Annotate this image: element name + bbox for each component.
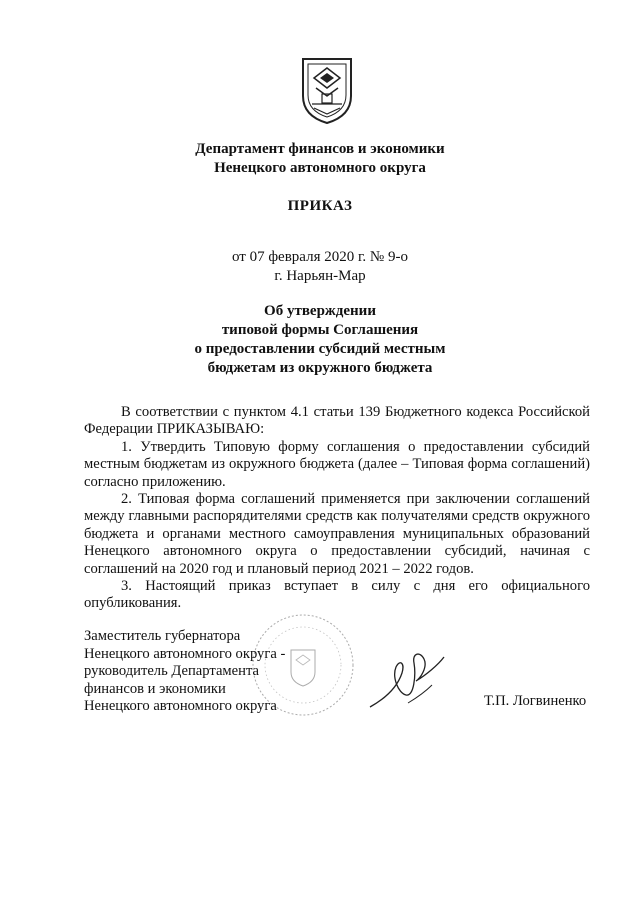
date-block [0, 248, 640, 286]
handwritten-signature [368, 645, 452, 715]
subject-line-3: о предоставлении субсидий местным [194, 341, 446, 357]
signatory-line-2: Ненецкого автономного округа - [84, 645, 286, 662]
signatory-line-3: руководитель Департамента [84, 663, 259, 680]
body-paragraph-2: 1. Утвердить Типовую форму соглашения о предоставлении субсидий местным бюджетам из окружного бюджета (далее – Типовая форма соглашений) согласно приложению. [84, 438, 590, 490]
department-title [0, 140, 640, 178]
subject-line-2: типовой формы Соглашения [221, 322, 419, 338]
coat-of-arms-icon [300, 56, 354, 126]
body-paragraph-1: В соответствии с пунктом 4.1 статьи 139 Бюджетного кодекса Российской Федерации ПРИКАЗЫВАЮ: [84, 404, 590, 438]
subject-title [0, 302, 640, 378]
signatory-line-4: финансов и экономики [84, 680, 226, 697]
date-number: от 07 февраля 2020 г. № 9-о [231, 249, 408, 265]
body-paragraph-4: 3. Настоящий приказ вступает в силу с дня его официального опубликования. [84, 578, 590, 612]
body-paragraph-3: 2. Типовая форма соглашений применяется при заключении соглашений между главными распорядителями средств как получателями средств окружного бюджета и органами местного самоуправления муниципальных образований Ненецкого автономного округа о предоставлении субсидий, начиная с соглашений на 2020 год и плановый период 2021 – 2022 годов. [84, 491, 590, 577]
signatory-title [84, 628, 285, 716]
department-line-1: Департамент финансов и экономики [195, 141, 445, 157]
signatory-line-5: Ненецкого автономного округа [84, 698, 277, 715]
subject-line-4: бюджетам из окружного бюджета [207, 360, 433, 376]
document-type: ПРИКАЗ [287, 198, 353, 214]
order-body [84, 404, 590, 613]
signatory-line-1: Заместитель губернатора [84, 628, 241, 644]
signatory-name: Т.П. Логвиненко [484, 693, 587, 709]
department-line-2: Ненецкого автономного округа [214, 160, 426, 176]
subject-line-1: Об утверждении [264, 303, 376, 319]
city: г. Нарьян-Мар [274, 268, 366, 284]
